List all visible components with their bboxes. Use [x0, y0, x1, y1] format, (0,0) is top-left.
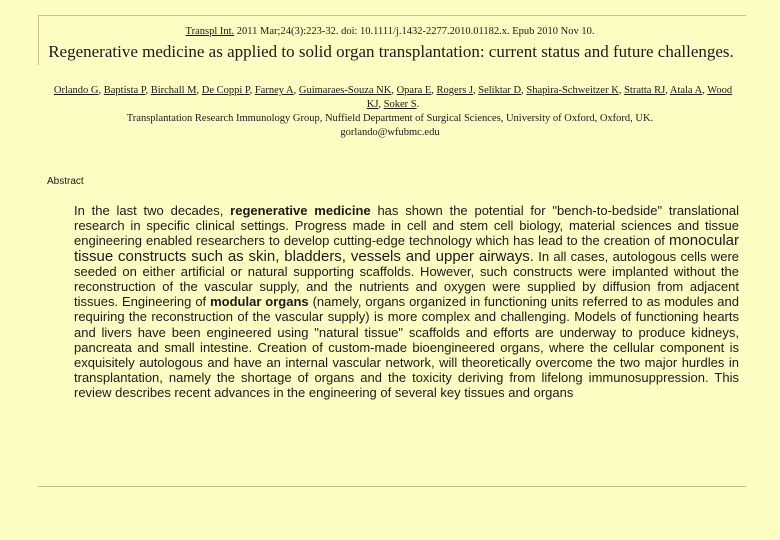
journal-link[interactable]: Transpl Int. [185, 26, 235, 37]
abstract-text: In all cases, autologous cells were seeded on either artificial or natural supporting scaffolds. However, such constructs were implanted without the reconstruction of the vascular supply, and the nutrients and oxygen were supplied by diffusion from adjacent tissues. Engineering of [74, 248, 739, 310]
author-link[interactable]: Guimaraes-Souza NK [298, 85, 392, 96]
author-link[interactable]: De Coppi P [201, 85, 250, 96]
author-link[interactable]: Soker S [383, 99, 417, 110]
frame-left-border [38, 15, 39, 65]
author-separator: . [416, 99, 420, 110]
citation-line [0, 25, 780, 38]
author-link[interactable]: Seliktar D [478, 85, 522, 96]
affiliation: Transplantation Research Immunology Group, Nuffield Department of Surgical Sciences, University of Oxford, Oxford, UK. [126, 113, 654, 124]
author-separator: , [665, 85, 670, 96]
abstract-emphasis: modular organs [210, 294, 309, 310]
abstract-text: In the last two decades, [74, 203, 231, 218]
author-link[interactable]: Farney A [254, 85, 294, 96]
abstract-body [74, 203, 739, 401]
author-link[interactable]: Rogers J [436, 85, 473, 96]
author-separator: , [702, 85, 708, 96]
author-separator: , [618, 85, 625, 96]
author-separator: , [473, 85, 479, 96]
author-link[interactable]: Atala A [669, 85, 703, 96]
abstract-text: (namely, organs organized in functioning units referred to as modules and requiring the reconstruction of the vascular supply) is more complex and challenging. Models of functioning hearts and livers have been engineered using "natural tissue" scaffolds and efforts are underway to produce kidneys, pancreata and small intestine. Creation of custom-made bioengineered organs, where the cellular component is exquisitely autologous and have an internal vascular network, will theoretically overcome the two major hurdles in transplantation, namely the shortage of organs and the toxicity deriving from lifelong immunosuppression. This review describes recent advances in the engineering of several key tissues and organs [74, 294, 739, 401]
author-email: gorlando@wfubmc.edu [340, 127, 440, 138]
author-link[interactable]: Stratta RJ [624, 85, 666, 96]
abstract-heading: Abstract [47, 176, 84, 187]
paper-title: Regenerative medicine as applied to solid organ transplantation: current status and future challenges. [48, 42, 734, 61]
author-link[interactable]: Birchall M [150, 85, 197, 96]
abstract-highlight: monocular tissue constructs such as skin, bladders, vessels and upper airways. [74, 232, 739, 265]
author-list [48, 84, 738, 112]
author-separator: , [293, 85, 299, 96]
author-separator: , [196, 85, 202, 96]
author-link[interactable]: Shapira-Schweitzer K [526, 85, 619, 96]
author-separator: , [98, 85, 104, 96]
author-link[interactable]: Wood KJ [366, 85, 733, 110]
author-separator: , [391, 85, 397, 96]
author-separator: , [521, 85, 527, 96]
abstract-text: has shown the potential for "bench-to-bedside" translational research in specific clinical settings. Progress made in cell and stem cell biology, material sciences and tissue engineering enabled researchers to develop cutting-edge technology which has lead to the creation of [74, 203, 739, 249]
abstract-emphasis: regenerative medicine [230, 203, 371, 218]
frame-bottom-border [38, 486, 746, 487]
author-link[interactable]: Opara E [396, 85, 432, 96]
frame-top-border [38, 15, 746, 16]
author-separator: , [431, 85, 437, 96]
author-separator: , [249, 85, 255, 96]
citation-details: 2011 Mar;24(3):223-32. doi: 10.1111/j.1432-2277.2010.01182.x. Epub 2010 Nov 10. [234, 26, 595, 37]
author-separator: , [378, 99, 384, 110]
author-link[interactable]: Baptista P [103, 85, 146, 96]
author-link[interactable]: Orlando G [53, 85, 99, 96]
author-separator: , [145, 85, 151, 96]
